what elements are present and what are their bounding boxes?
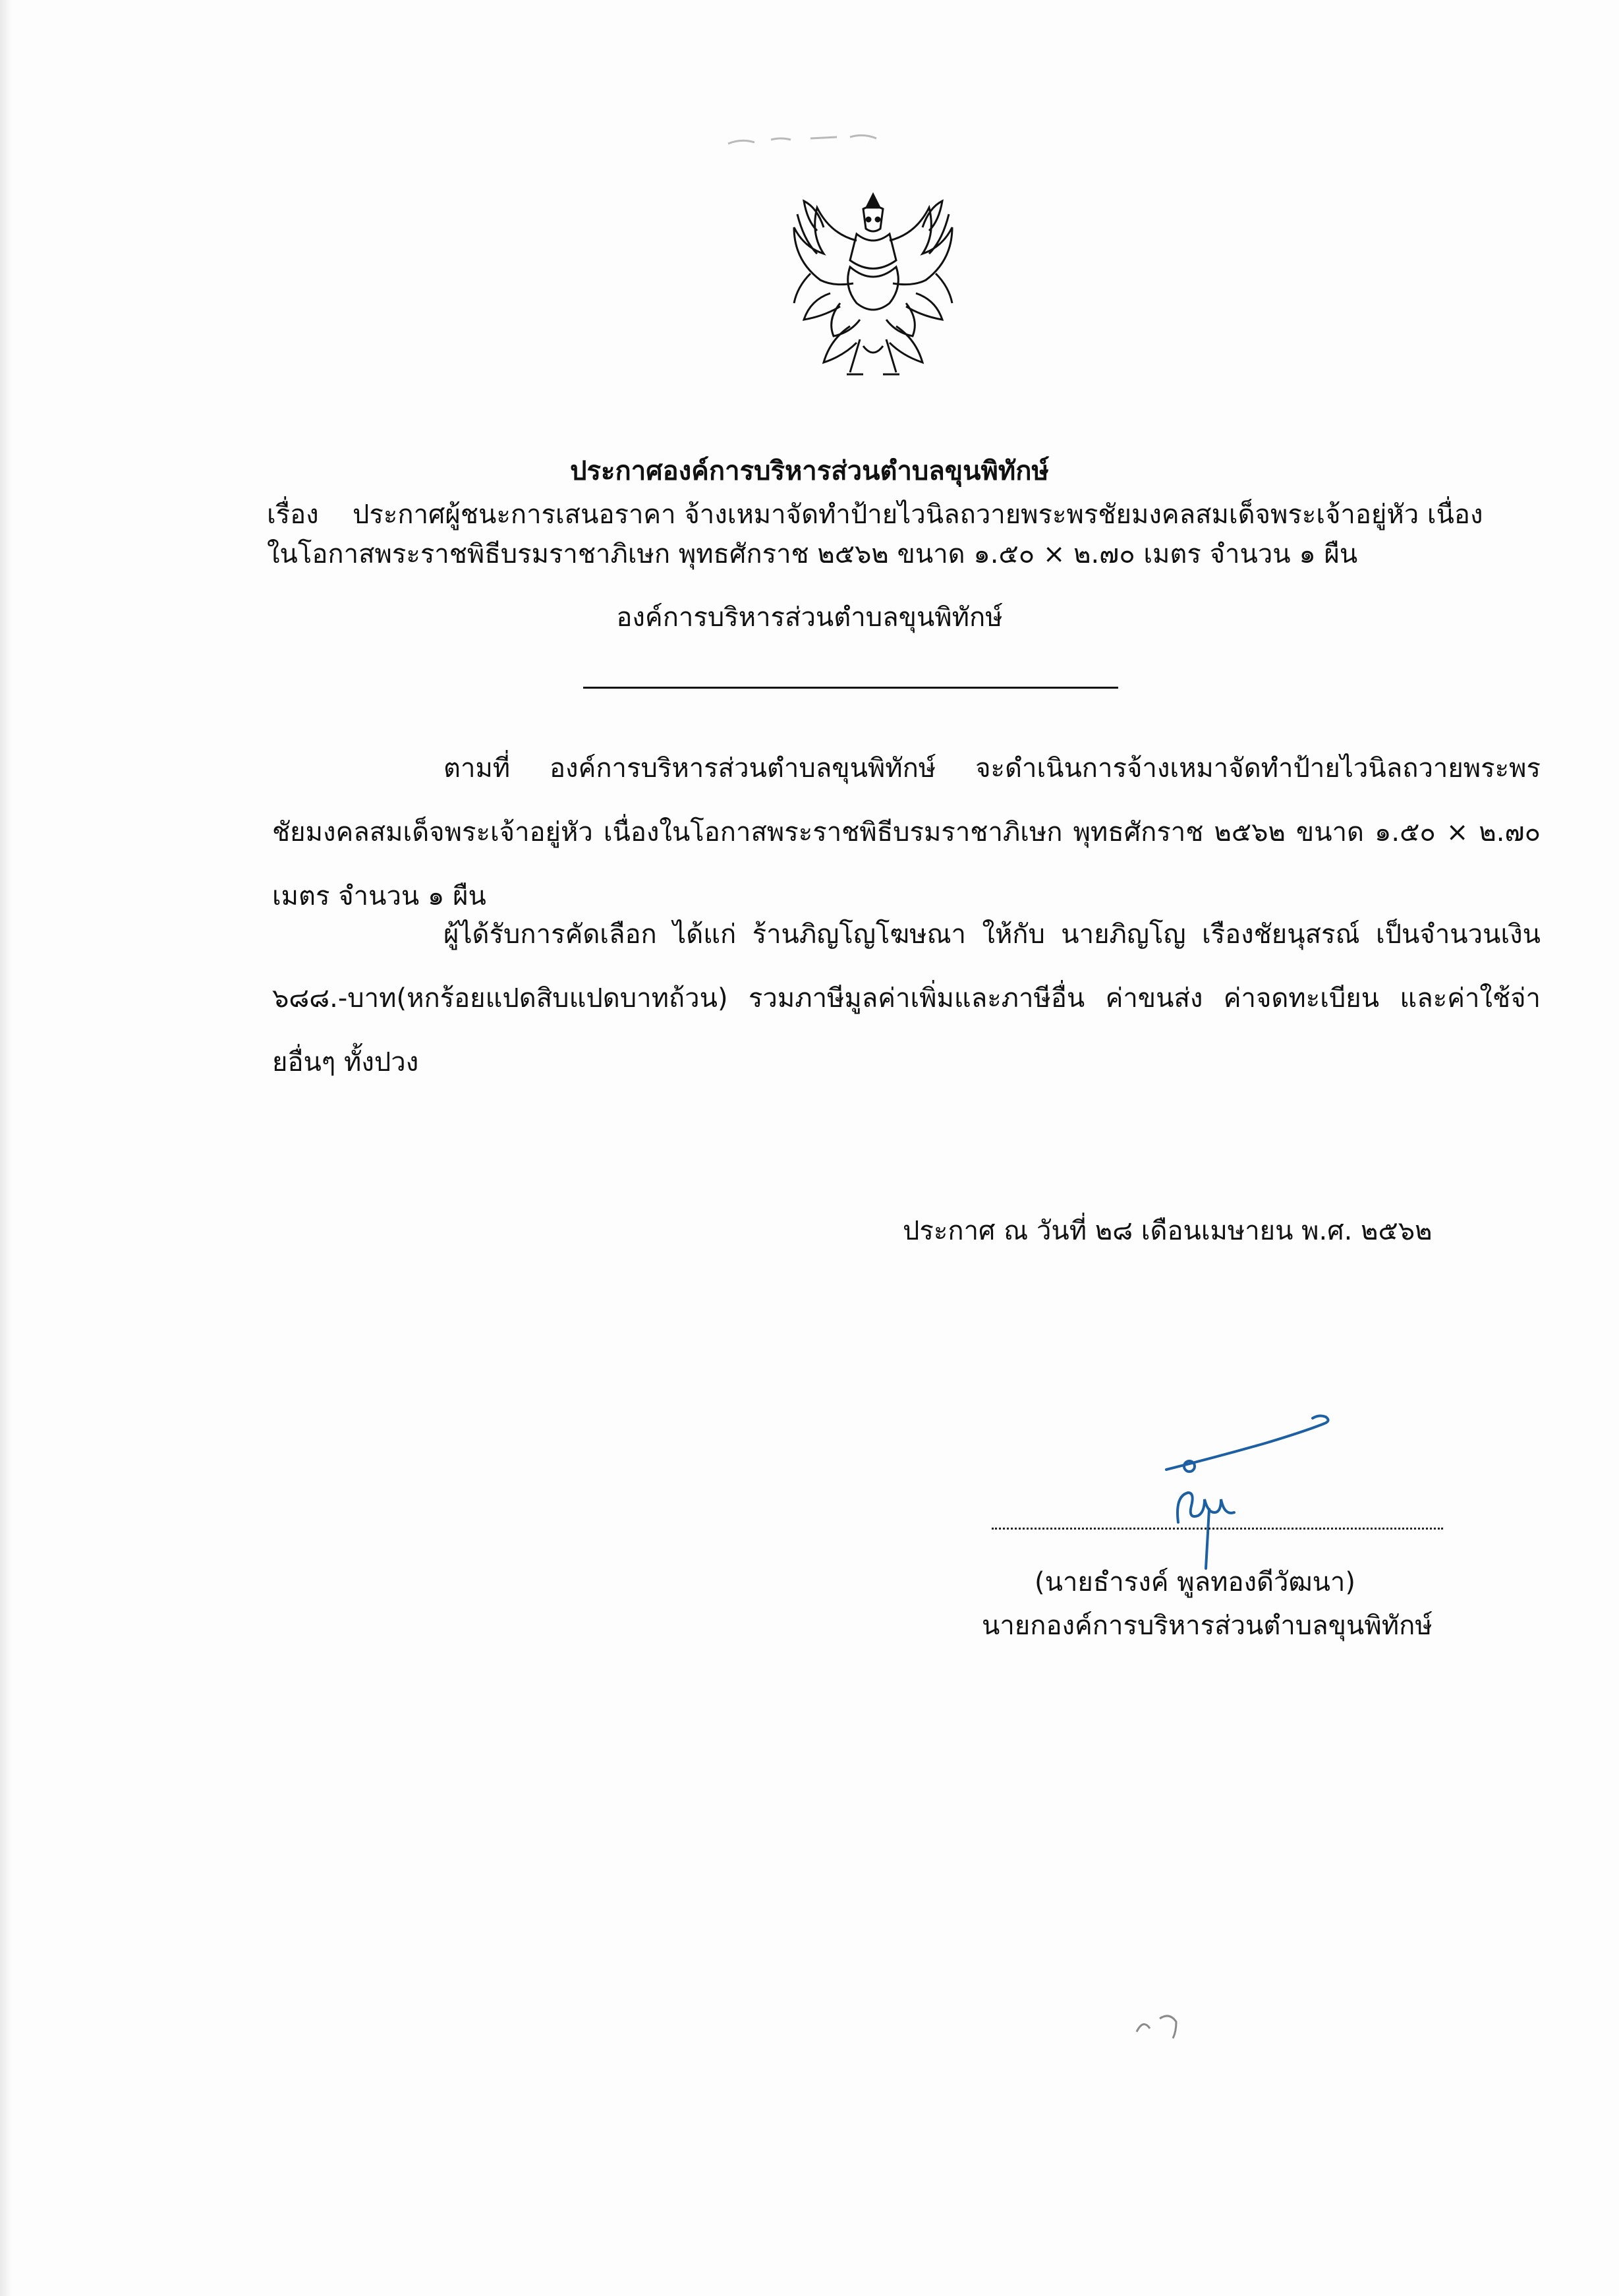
- subject-line-1: [267, 496, 1539, 534]
- announcement-title: ประกาศองค์การบริหารส่วนตำบลขุนพิทักษ์: [570, 456, 1049, 486]
- handwritten-signature-icon: [1147, 1404, 1344, 1575]
- subject-line-2: ในโอกาสพระราชพิธีบรมราชาภิเษก พุทธศักราช ๒๕๖๒ ขนาด ๑.๕๐ × ๒.๗๐ เมตร จำนวน ๑ ผืน: [267, 539, 1358, 569]
- subject-label: เรื่อง: [267, 500, 319, 530]
- signer-name: (นายธำรงค์ พูลทองดีวัฒนา): [1035, 1567, 1355, 1597]
- garuda-emblem-icon: [784, 188, 962, 382]
- signer-title: นายกองค์การบริหารส่วนตำบลขุนพิทักษ์: [982, 1611, 1433, 1641]
- pencil-page-mark: [1130, 2009, 1189, 2042]
- subject-line-3: องค์การบริหารส่วนตำบลขุนพิทักษ์: [616, 602, 1003, 633]
- heading-divider: [583, 687, 1118, 689]
- body-paragraph-2: ผู้ได้รับการคัดเลือก ได้แก่ ร้านภิญโญโฆษณา ให้กับ นายภิญโญ เรืองชัยนุสรณ์ เป็นจำนวนเงิน ๖๘๘.-บาท(หกร้อยแปดสิบแปดบาทถ้วน) รวมภาษีมูลค่าเพิ่มและภาษีอื่น ค่าขนส่ง ค่าจดทะเบียน และค่าใช้จ่ายอื่นๆ ทั้งปวง: [272, 919, 1541, 1077]
- scan-edge-shadow: [0, 0, 12, 2296]
- announcement-date: ประกาศ ณ วันที่ ๒๘ เดือนเมษายน พ.ศ. ๒๕๖๒: [903, 1216, 1433, 1246]
- scan-smudge-mark: [725, 130, 896, 150]
- body-paragraph-1: ตามที่ องค์การบริหารส่วนตำบลขุนพิทักษ์ จะดำเนินการจ้างเหมาจัดทำป้ายไวนิลถวายพระพรชัยมงคลสมเด็จพระเจ้าอยู่หัว เนื่องในโอกาสพระราชพิธีบรมราชาภิเษก พุทธศักราช ๒๕๖๒ ขนาด ๑.๕๐ × ๒.๗๐ เมตร จำนวน ๑ ผืน: [272, 753, 1541, 911]
- signature-dotted-line: [992, 1528, 1443, 1530]
- subject-text-1: ประกาศผู้ชนะการเสนอราคา จ้างเหมาจัดทำป้ายไวนิลถวายพระพรชัยมงคลสมเด็จพระเจ้าอยู่หัว เนื่อง: [353, 500, 1483, 530]
